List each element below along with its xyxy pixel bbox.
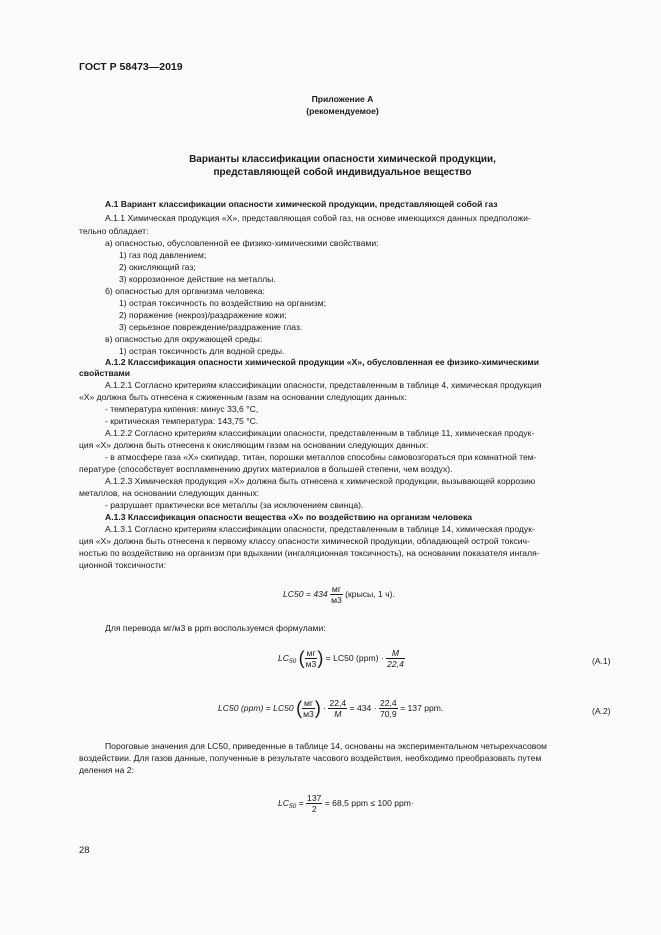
list-item: 2) окисляющий газ; bbox=[119, 262, 196, 272]
list-item: 1) газ под давлением; bbox=[119, 250, 207, 260]
formula-fraction bbox=[306, 793, 322, 814]
paragraph-line: Пороговые значения для LC50, приведенные в таблице 14, основаны на экспериментальном четырехчасовом bbox=[105, 741, 547, 751]
formula-tail: = 137 ppm. bbox=[400, 702, 444, 713]
section-title-line2: представляющей собой индивидуальное вещество bbox=[213, 167, 472, 178]
heading-a12-cont: свойствами bbox=[79, 368, 131, 378]
fraction-numerator: мг bbox=[306, 648, 316, 658]
fraction-denominator: 22,4 bbox=[387, 659, 404, 669]
paragraph-line: деления на 2: bbox=[79, 765, 134, 775]
formula-a2 bbox=[218, 698, 443, 719]
equals-sign: = bbox=[298, 797, 304, 808]
list-item: 1) острая токсичность для водной среды. bbox=[119, 346, 285, 356]
multiply-dot: · bbox=[323, 702, 327, 713]
formula-fraction bbox=[305, 648, 318, 669]
fraction-numerator: 22,4 bbox=[379, 698, 397, 708]
formula-fraction bbox=[302, 698, 315, 719]
paren-open: ( bbox=[298, 648, 305, 668]
fraction-numerator: M bbox=[386, 648, 405, 659]
formula-lc50 bbox=[283, 584, 395, 605]
formula-a1-label: (А.1) bbox=[592, 656, 611, 666]
paragraph-line: воздействии. Для газов данные, полученные в результате часового воздействия, необходимо преобразовать путем bbox=[79, 753, 542, 763]
fraction-denominator: м3 bbox=[305, 659, 317, 669]
formula-tail: (крысы, 1 ч). bbox=[345, 588, 395, 599]
paragraph-line: А.1.3.1 Согласно критериям классификации опасности, представленным в таблице 14, химическая продук- bbox=[105, 524, 535, 534]
paragraph-line: ция «Х» должна быть отнесена к окисляющим газам на основании следующих данных: bbox=[79, 440, 429, 450]
formula-lc50-label: $LC_{50}$ bbox=[278, 797, 297, 810]
paragraph-line: Для перевода мг/м3 в ppm воспользуемся формулами: bbox=[105, 623, 326, 633]
list-item: б) опасностью для организма человека: bbox=[105, 286, 265, 296]
fraction-numerator: мг bbox=[331, 584, 341, 594]
header-doc-id: ГОСТ Р 58473—2019 bbox=[79, 61, 183, 73]
fraction-denominator: м3 bbox=[331, 595, 342, 605]
list-item: 1) острая токсичность по воздействию на организм; bbox=[119, 298, 327, 308]
formula-lhs: LC50 = 434 bbox=[283, 588, 328, 599]
heading-a1: А.1 Вариант классификации опасности химической продукции, представляющей собой газ bbox=[105, 199, 498, 209]
formula-mid: = LC50 (ppm) · bbox=[325, 652, 384, 663]
appendix-title: Приложение А bbox=[311, 94, 374, 104]
formula-a2-label: (А.2) bbox=[592, 706, 611, 716]
fraction-numerator: 137 bbox=[307, 793, 322, 803]
paragraph-line: пературе (способствует воспламенению других материалов в большей степени, чем воздух). bbox=[79, 464, 453, 474]
formula-mid: = 434 · bbox=[349, 702, 377, 713]
list-item: а) опасностью, обусловленной ее физико-химическими свойствами: bbox=[105, 238, 379, 248]
paragraph-line: тельно обладает: bbox=[79, 226, 149, 236]
paragraph-line: ностью по воздействию на организм при вдыхании (ингаляционная токсичность), на основании показателя ингаля- bbox=[79, 548, 540, 558]
fraction-denominator: 70,9 bbox=[379, 709, 397, 719]
formula-lc50-label: $LC_{50}$ bbox=[278, 652, 297, 665]
fraction-numerator: 22,4 bbox=[329, 698, 347, 708]
formula-a1 bbox=[278, 648, 405, 669]
formula-fraction bbox=[386, 648, 405, 669]
heading-a13: А.1.3 Классификация опасности вещества «Х» по воздействию на организм человека bbox=[105, 512, 473, 522]
paragraph-line: ция «Х» должна быть отнесена к первому классу опасности химической продукции, обладающей острой токсич- bbox=[79, 536, 530, 546]
formula-fraction bbox=[379, 698, 398, 719]
paren-open: ( bbox=[296, 698, 303, 718]
fraction-denominator: M bbox=[334, 709, 342, 719]
paragraph-line: ционной токсичности: bbox=[79, 560, 166, 570]
paragraph-line: А.1.2.1 Согласно критериям классификации опасности, представленным в таблице 4, химическая продукция bbox=[105, 380, 542, 390]
formula-fraction bbox=[328, 698, 347, 719]
list-item: - разрушает практически все металлы (за исключением свинца). bbox=[105, 500, 364, 510]
fraction-denominator: 2 bbox=[311, 804, 317, 814]
section-title-line1: Варианты классификации опасности химической продукции, bbox=[189, 154, 496, 165]
formula-fraction bbox=[330, 584, 343, 605]
paren-close: ) bbox=[314, 698, 321, 718]
paragraph-line: металлов, на основании следующих данных: bbox=[79, 488, 260, 498]
formula-lhs: LC50 (ppm) = LC50 bbox=[218, 702, 294, 713]
paren-close: ) bbox=[317, 648, 324, 668]
heading-a12: А.1.2 Классификация опасности химической продукции «Х», обусловленная ее физико-химическими bbox=[105, 357, 540, 367]
list-item: - критическая температура: 143,75 °C. bbox=[105, 416, 259, 426]
paragraph-line: «Х» должна быть отнесена к сжиженным газам на основании следующих данных: bbox=[79, 392, 407, 402]
appendix-subtitle: (рекомендуемое) bbox=[306, 106, 379, 116]
paragraph-line: А.1.1 Химическая продукция «Х», представляющая собой газ, на основе имеющихся данных предположи- bbox=[105, 213, 531, 223]
list-item: 2) поражение (некроз)/раздражение кожи; bbox=[119, 310, 287, 320]
list-item: 3) коррозионное действие на металлы. bbox=[119, 274, 276, 284]
paragraph-line: А.1.2.3 Химическая продукция «Х» должна быть отнесена к химической продукции, вызывающей коррозию bbox=[105, 476, 536, 486]
formula-tail: = 68,5 ppm ≤ 100 ppm· bbox=[324, 797, 414, 808]
list-item: в) опасностью для окружающей среды: bbox=[105, 334, 263, 344]
list-item: - в атмосфере газа «Х» скипидар, титан, порошки металлов способны самовозгораться при комнатной тем- bbox=[105, 452, 537, 462]
page-number: 28 bbox=[79, 845, 90, 856]
formula-division bbox=[278, 793, 414, 814]
fraction-numerator: мг bbox=[303, 698, 313, 708]
fraction-denominator: м3 bbox=[303, 709, 314, 719]
list-item: 3) серьезное повреждение/раздражение глаз. bbox=[119, 322, 303, 332]
paragraph-line: А.1.2.2 Согласно критериям классификации опасности, представленным в таблице 11, химическая продук- bbox=[105, 428, 535, 438]
list-item: - температура кипения: минус 33,6 °C, bbox=[105, 404, 259, 414]
